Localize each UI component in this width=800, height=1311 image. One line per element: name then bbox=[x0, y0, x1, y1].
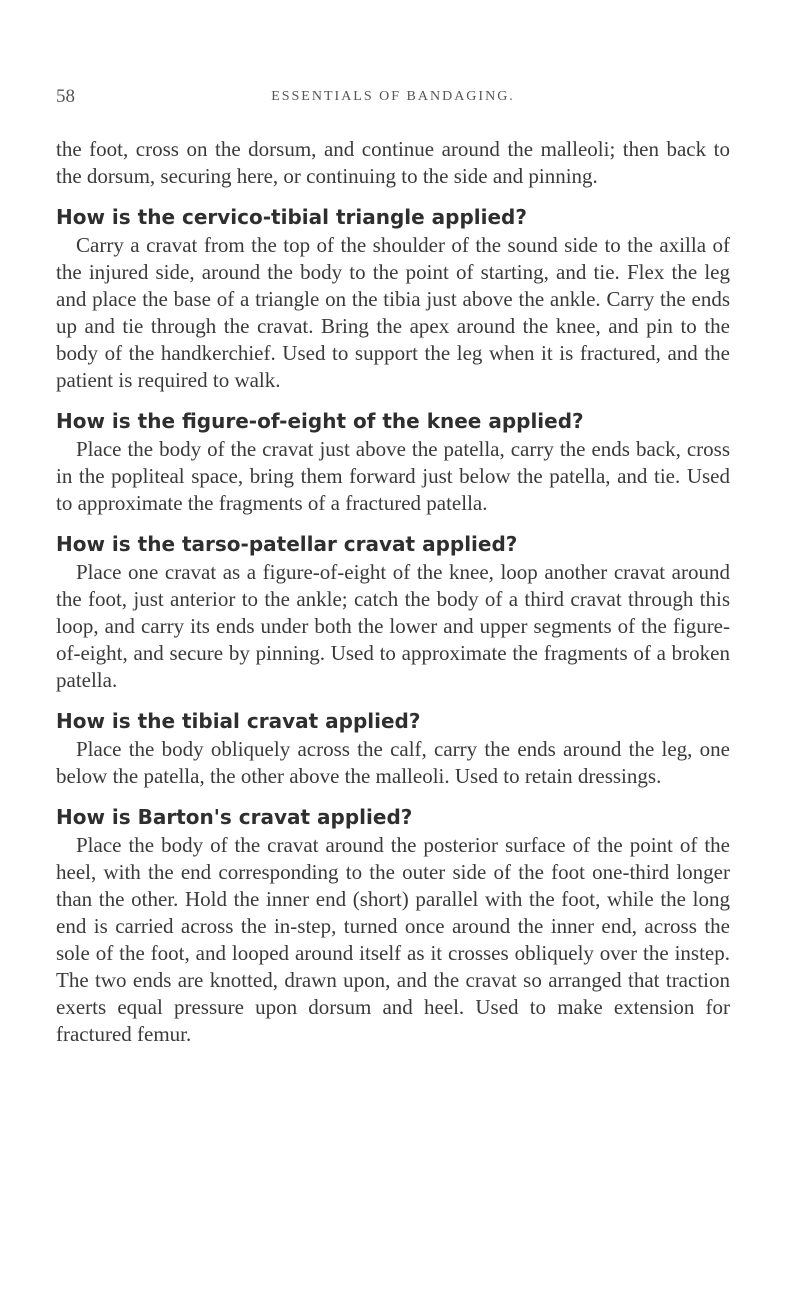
question-heading: How is the tarso-patellar cravat applied? bbox=[56, 532, 518, 556]
section-tibial-cravat bbox=[56, 706, 730, 790]
answer-paragraph: Place the body obliquely across the calf, carry the ends around the leg, one below the patella, the other above the malleoli. Used to retain dressings. bbox=[56, 737, 730, 788]
opening-paragraph: the foot, cross on the dorsum, and continue around the malleoli; then back to the dorsum, securing here, or continuing to the side and pinning. bbox=[56, 137, 730, 188]
page-number: 58 bbox=[56, 86, 75, 107]
question-heading: How is the cervico-tibial triangle applied? bbox=[56, 205, 527, 229]
running-head bbox=[56, 86, 730, 110]
section-bartons-cravat bbox=[56, 802, 730, 1048]
section-cervico-tibial-triangle bbox=[56, 202, 730, 394]
question-heading: How is Barton's cravat applied? bbox=[56, 805, 413, 829]
answer-paragraph: Place the body of the cravat around the posterior surface of the point of the heel, with the end corresponding to the outer side of the foot one-third longer than the other. Hold the inner end (short) parallel with the foot, while the long end is carried across the in-step, turned once around the inner end, across the sole of the foot, and looped around itself as it crosses obliquely over the instep. The two ends are knotted, drawn upon, and the cravat so arranged that traction exerts equal pressure upon dorsum and heel. Used to make extension for fractured femur. bbox=[56, 833, 730, 1046]
section-tarso-patellar-cravat bbox=[56, 529, 730, 694]
question-heading: How is the figure-of-eight of the knee applied? bbox=[56, 409, 584, 433]
answer-paragraph: Carry a cravat from the top of the shoulder of the sound side to the axilla of the injured side, around the body to the point of starting, and tie. Flex the leg and place the base of a triangle on the tibia just above the ankle. Carry the ends up and tie through the cravat. Bring the apex around the knee, and pin to the body of the handkerchief. Used to support the leg when it is fractured, and the patient is required to walk. bbox=[56, 233, 730, 392]
question-heading: How is the tibial cravat applied? bbox=[56, 709, 421, 733]
section-figure-of-eight-knee bbox=[56, 406, 730, 517]
running-title: ESSENTIALS OF BANDAGING. bbox=[271, 89, 515, 104]
answer-paragraph: Place the body of the cravat just above the patella, carry the ends back, cross in the popliteal space, bring them forward just below the patella, and tie. Used to approximate the fragments of a fractured patella. bbox=[56, 437, 730, 515]
page-body bbox=[56, 136, 730, 1048]
answer-paragraph: Place one cravat as a figure-of-eight of the knee, loop another cravat around the foot, just anterior to the ankle; catch the body of a third cravat through this loop, and carry its ends under both the lower and upper segments of the figure-of-eight, and secure by pinning. Used to approximate the fragments of a broken patella. bbox=[56, 560, 730, 692]
